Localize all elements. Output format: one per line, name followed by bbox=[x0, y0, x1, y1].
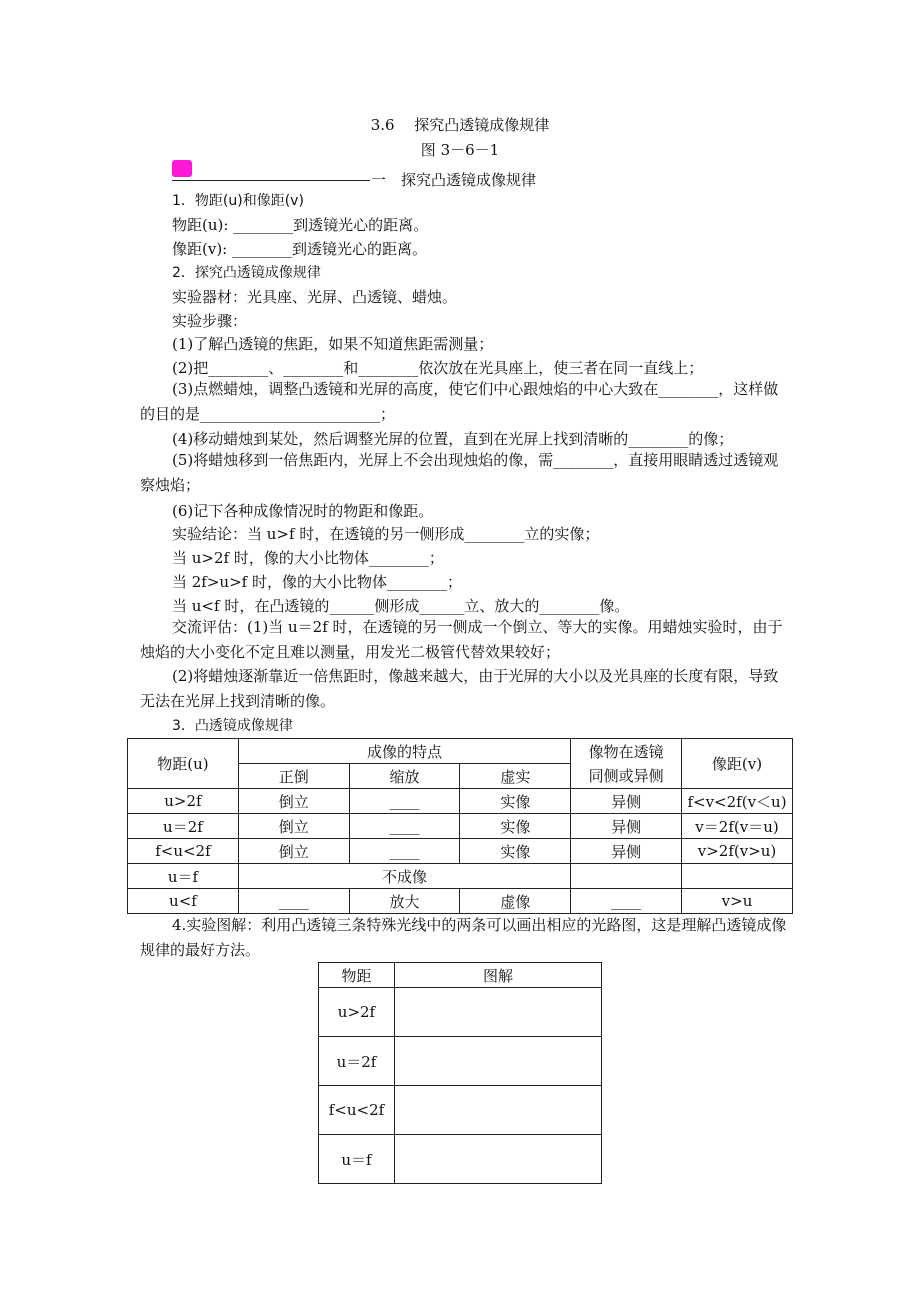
cell-side bbox=[571, 864, 682, 889]
th-orientation: 正倒 bbox=[238, 764, 349, 789]
section-marker-icon bbox=[172, 160, 192, 177]
s2-evaluation1: 交流评估：(1)当 u＝2f 时，在透镜的另一侧成一个倒立、等大的实像。用蜡烛实验时，由于烛焰的大小变化不定且难以测量，用发光二极管代替效果较好； bbox=[140, 618, 783, 661]
cell-real-virtual: 实像 bbox=[460, 814, 571, 839]
th-side-line2: 同侧或异侧 bbox=[588, 766, 664, 785]
s2-evaluation2: (2)将蜡烛逐渐靠近一倍焦距时，像越来越大，由于光屏的大小以及光具座的长度有限，导致无法在光屏上找到清晰的像。 bbox=[140, 667, 779, 710]
th-side-line1: 像物在透镜 bbox=[588, 742, 664, 761]
th-image-features: 成像的特点 bbox=[238, 739, 570, 764]
s2-step6: (6)记下各种成像情况时的物距和像距。 bbox=[172, 502, 434, 520]
s1-heading: 1．物距(u)和像距(v) bbox=[172, 193, 304, 209]
cell-v: v＝2f(v＝u) bbox=[682, 814, 793, 839]
ray-diagram-table bbox=[318, 962, 602, 1184]
cell-u: u＝2f bbox=[128, 814, 239, 839]
s2-equipment: 实验器材：光具座、光屏、凸透镜、蜡烛。 bbox=[172, 288, 458, 306]
figure-label: 图 3－6－1 bbox=[420, 141, 500, 159]
cell-real-virtual: 实像 bbox=[460, 789, 571, 814]
s1-line1: 物距(u): ________到透镜光心的距离。 bbox=[172, 216, 429, 234]
cell-u: u＝f bbox=[128, 864, 239, 889]
section-rule bbox=[172, 180, 370, 181]
th-same-or-opposite-side bbox=[571, 739, 682, 789]
s3-heading: 3．凸透镜成像规律 bbox=[172, 718, 293, 734]
page-title: 3.6 探究凸透镜成像规律 bbox=[370, 116, 550, 134]
table-row bbox=[319, 988, 602, 1037]
cell-u: f<u<2f bbox=[128, 839, 239, 864]
cell-size: ____ bbox=[349, 789, 460, 814]
cell-u: f<u<2f bbox=[319, 1086, 395, 1135]
section-title: 一 探究凸透镜成像规律 bbox=[371, 171, 537, 189]
s2-step3: (3)点燃蜡烛，调整凸透镜和光屏的高度，使它们中心跟烛焰的中心大致在________，这样做的目的是________________________； bbox=[140, 380, 779, 423]
s1-line2: 像距(v): ________到透镜光心的距离。 bbox=[172, 240, 428, 258]
table-row bbox=[128, 839, 793, 864]
th-image-distance: 像距(v) bbox=[682, 739, 793, 789]
table-row bbox=[319, 1037, 602, 1086]
cell-v bbox=[682, 864, 793, 889]
th-diagram: 图解 bbox=[394, 963, 601, 988]
cell-no-image: 不成像 bbox=[238, 864, 570, 889]
cell-diagram bbox=[394, 1037, 601, 1086]
s2-conclusion4: 当 u<f 时，在凸透镜的______侧形成______立、放大的________像。 bbox=[172, 597, 630, 615]
cell-v: f<v<2f(v＜u) bbox=[682, 789, 793, 814]
cell-diagram bbox=[394, 1086, 601, 1135]
s2-steps-label: 实验步骤： bbox=[172, 312, 248, 330]
cell-diagram bbox=[394, 1135, 601, 1184]
cell-side: 异侧 bbox=[571, 839, 682, 864]
th-real-virtual: 虚实 bbox=[460, 764, 571, 789]
cell-size: 放大 bbox=[349, 889, 460, 914]
s2-step1: (1)了解凸透镜的焦距，如果不知道焦距需测量； bbox=[172, 335, 494, 353]
s2-conclusion1: 实验结论：当 u>f 时，在透镜的另一侧形成________立的实像； bbox=[172, 525, 600, 543]
cell-orientation: 倒立 bbox=[238, 789, 349, 814]
s2-step4: (4)移动蜡烛到某处，然后调整光屏的位置，直到在光屏上找到清晰的________的像； bbox=[172, 430, 734, 448]
th-object-distance: 物距 bbox=[319, 963, 395, 988]
cell-side: ____ bbox=[571, 889, 682, 914]
s2-heading: 2．探究凸透镜成像规律 bbox=[172, 265, 321, 281]
s2-step2: (2)把________、________和________依次放在光具座上，使三者在同一直线上； bbox=[172, 359, 704, 377]
cell-real-virtual: 虚像 bbox=[460, 889, 571, 914]
cell-u: u＝2f bbox=[319, 1037, 395, 1086]
s2-conclusion3: 当 2f>u>f 时，像的大小比物体________； bbox=[172, 573, 462, 591]
table-row bbox=[128, 814, 793, 839]
cell-u: u>2f bbox=[128, 789, 239, 814]
imaging-rules-table bbox=[127, 738, 793, 914]
cell-u: u>2f bbox=[319, 988, 395, 1037]
table-row bbox=[128, 889, 793, 914]
cell-side: 异侧 bbox=[571, 814, 682, 839]
s2-conclusion2: 当 u>2f 时，像的大小比物体________； bbox=[172, 549, 444, 567]
th-size: 缩放 bbox=[349, 764, 460, 789]
cell-side: 异侧 bbox=[571, 789, 682, 814]
cell-orientation: 倒立 bbox=[238, 839, 349, 864]
table-row bbox=[319, 1086, 602, 1135]
cell-v: v>u bbox=[682, 889, 793, 914]
cell-v: v>2f(v>u) bbox=[682, 839, 793, 864]
cell-u: u<f bbox=[128, 889, 239, 914]
cell-orientation: ____ bbox=[238, 889, 349, 914]
cell-size: ____ bbox=[349, 814, 460, 839]
table-row bbox=[128, 789, 793, 814]
cell-u: u＝f bbox=[319, 1135, 395, 1184]
cell-real-virtual: 实像 bbox=[460, 839, 571, 864]
cell-diagram bbox=[394, 988, 601, 1037]
cell-size: ____ bbox=[349, 839, 460, 864]
table-row bbox=[128, 864, 793, 889]
cell-orientation: 倒立 bbox=[238, 814, 349, 839]
s2-step5: (5)将蜡烛移到一倍焦距内，光屏上不会出现烛焰的像，需________，直接用眼睛透过透镜观察烛焰； bbox=[140, 451, 779, 494]
th-object-distance: 物距(u) bbox=[128, 739, 239, 789]
s4-text: 4.实验图解：利用凸透镜三条特殊光线中的两条可以画出相应的光路图，这是理解凸透镜成像规律的最好方法。 bbox=[140, 916, 787, 959]
table-row bbox=[319, 1135, 602, 1184]
